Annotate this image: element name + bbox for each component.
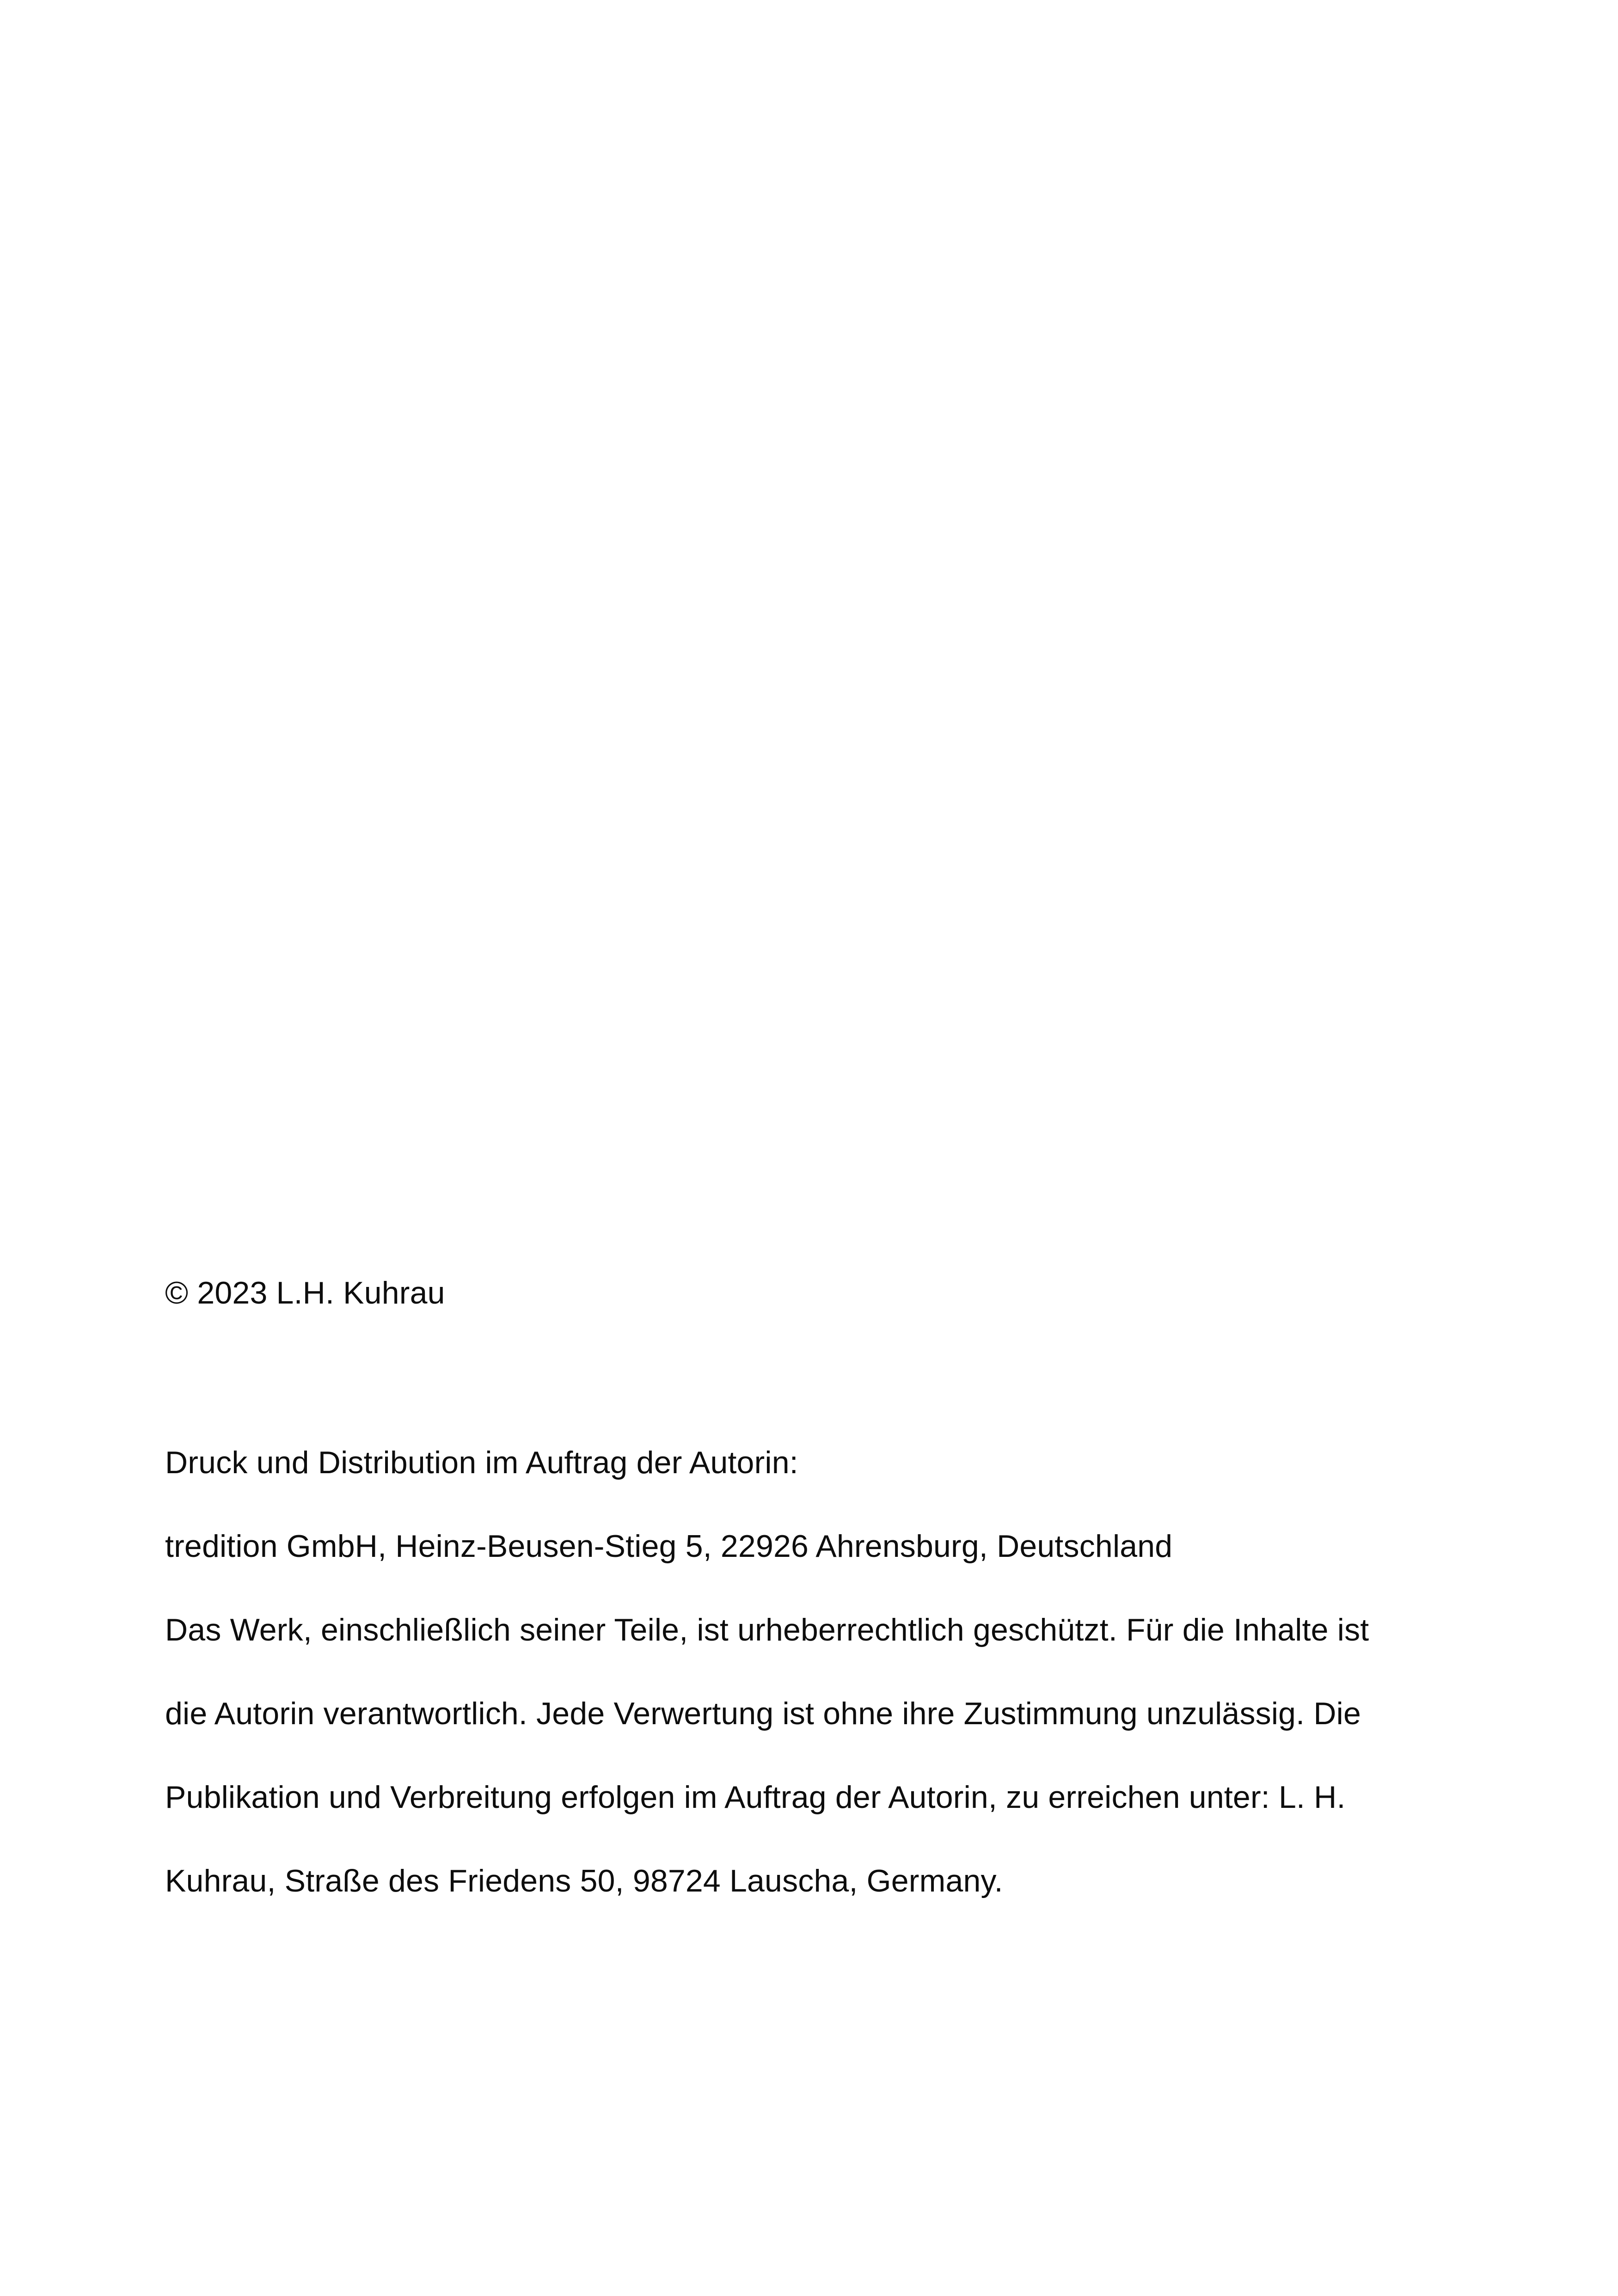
imprint-block [165,1266,1459,1908]
imprint-paragraph-author-address: Kuhrau, Straße des Friedens 50, 98724 Lauscha, Germany. [165,1863,1003,1898]
imprint-paragraph-copyright-statement: Das Werk, einschließlich seiner Teile, ist urheberrechtlich geschützt. Für die Inhalte ist [165,1612,1369,1647]
imprint-paragraph-print-distribution: Druck und Distribution im Auftrag der Autorin: [165,1445,798,1480]
imprint-paragraph-publisher-address: tredition GmbH, Heinz-Beusen-Stieg 5, 22926 Ahrensburg, Deutschland [165,1529,1173,1564]
copyright-notice: © 2023 L.H. Kuhrau [165,1275,445,1310]
imprint-paragraph-responsibility: die Autorin verantwortlich. Jede Verwertung ist ohne ihre Zustimmung unzulässig. Die [165,1696,1361,1731]
imprint-paragraph-contact: Publikation und Verbreitung erfolgen im Auftrag der Autorin, zu erreichen unter: L. H. [165,1780,1346,1815]
